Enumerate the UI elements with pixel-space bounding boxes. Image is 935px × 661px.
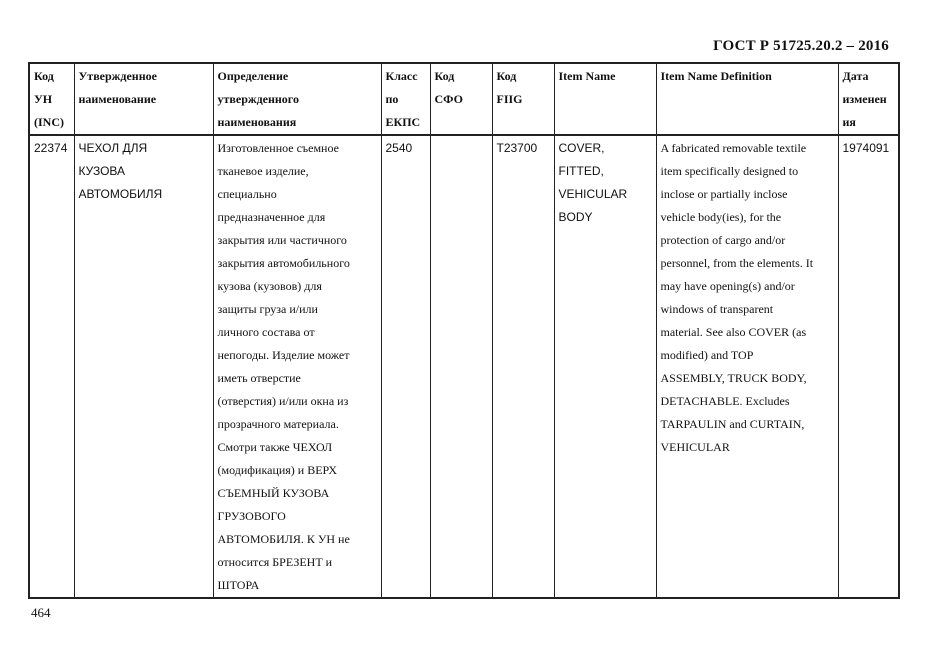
header-approved-name bbox=[74, 63, 213, 135]
cell-item-name-definition bbox=[656, 135, 838, 598]
text-line: личного состава от bbox=[217, 325, 315, 339]
text-line: непогоды. Изделие может bbox=[217, 348, 350, 362]
text-line: item specifically designed to bbox=[660, 164, 799, 178]
page-number: 464 bbox=[31, 605, 51, 620]
cell-definition bbox=[213, 135, 381, 598]
text-line: УН bbox=[34, 92, 53, 106]
text-line: закрытия автомобильного bbox=[217, 256, 350, 270]
cell-code bbox=[29, 135, 74, 598]
text-line: наименование bbox=[78, 92, 157, 106]
text-line: personnel, from the elements. It bbox=[660, 256, 814, 270]
text-line: относится БРЕЗЕНТ и bbox=[217, 555, 333, 569]
text-line: COVER, bbox=[558, 141, 605, 155]
table-row bbox=[29, 135, 899, 598]
text-line: Код bbox=[34, 69, 54, 83]
text-line: 22374 bbox=[34, 141, 68, 155]
text-line: КУЗОВА bbox=[78, 164, 126, 178]
text-line: Item Name bbox=[558, 69, 616, 83]
item-name-table bbox=[28, 62, 900, 599]
text-line: защиты груза и/или bbox=[217, 302, 318, 316]
cell-item-name bbox=[554, 135, 656, 598]
text-line: Код bbox=[496, 69, 517, 83]
text-line: Код bbox=[434, 69, 455, 83]
header-definition bbox=[213, 63, 381, 135]
text-line: T23700 bbox=[496, 141, 538, 155]
text-line: ШТОРА bbox=[217, 578, 260, 592]
text-line: иметь отверстие bbox=[217, 371, 301, 385]
text-line: may have opening(s) and/or bbox=[660, 279, 795, 293]
text-line: BODY bbox=[558, 210, 593, 224]
text-line: СЪЕМНЫЙ КУЗОВА bbox=[217, 486, 330, 500]
text-line: modified) and TOP bbox=[660, 348, 754, 362]
cell-change-date bbox=[838, 135, 899, 598]
text-line: (INC) bbox=[34, 115, 64, 129]
text-line: TARPAULIN and CURTAIN, bbox=[660, 417, 805, 431]
text-line: ЧЕХОЛ ДЛЯ bbox=[78, 141, 148, 155]
text-line: (отверстия) и/или окна из bbox=[217, 394, 349, 408]
text-line: 1974091 bbox=[842, 141, 890, 155]
text-line: Класс bbox=[385, 69, 418, 83]
text-line: Смотри также ЧЕХОЛ bbox=[217, 440, 333, 454]
header-ekps-class bbox=[381, 63, 430, 135]
standard-code-header: ГОСТ Р 51725.20.2 – 2016 bbox=[713, 38, 889, 54]
header-change-date bbox=[838, 63, 899, 135]
text-line: АВТОМОБИЛЯ bbox=[78, 187, 163, 201]
text-line: ASSEMBLY, TRUCK BODY, bbox=[660, 371, 807, 385]
text-line: ГРУЗОВОГО bbox=[217, 509, 286, 523]
text-line: VEHICULAR bbox=[558, 187, 628, 201]
text-line: A fabricated removable textile bbox=[660, 141, 807, 155]
text-line: vehicle body(ies), for the bbox=[660, 210, 782, 224]
text-line: material. See also COVER (as bbox=[660, 325, 807, 339]
text-line: inclose or partially inclose bbox=[660, 187, 788, 201]
text-line: protection of cargo and/or bbox=[660, 233, 786, 247]
text-line: Определение bbox=[217, 69, 289, 83]
table-header-row bbox=[29, 63, 899, 135]
text-line: кузова (кузовов) для bbox=[217, 279, 322, 293]
header-sfo-code bbox=[430, 63, 492, 135]
cell-sfo-code bbox=[430, 135, 492, 598]
text-line: утвержденного bbox=[217, 92, 299, 106]
text-line: закрытия или частичного bbox=[217, 233, 347, 247]
text-line: DETACHABLE. Excludes bbox=[660, 394, 790, 408]
text-line: ЕКПС bbox=[385, 115, 421, 129]
text-line: специально bbox=[217, 187, 277, 201]
text-line: предназначенное для bbox=[217, 210, 326, 224]
header-fiig-code bbox=[492, 63, 554, 135]
text-line: windows of transparent bbox=[660, 302, 774, 316]
text-line: АВТОМОБИЛЯ. К УН не bbox=[217, 532, 350, 546]
header-item-name-definition bbox=[656, 63, 838, 135]
header-item-name bbox=[554, 63, 656, 135]
text-line: VEHICULAR bbox=[660, 440, 730, 454]
header-code bbox=[29, 63, 74, 135]
text-line: (модификация) и ВЕРХ bbox=[217, 463, 338, 477]
text-line: СФО bbox=[434, 92, 463, 106]
text-line: ия bbox=[842, 115, 856, 129]
text-line: по bbox=[385, 92, 399, 106]
cell-ekps-class bbox=[381, 135, 430, 598]
text-line: Изготовленное съемное bbox=[217, 141, 339, 155]
text-line: Дата bbox=[842, 69, 869, 83]
text-line: наименования bbox=[217, 115, 297, 129]
cell-approved-name bbox=[74, 135, 213, 598]
text-line: Item Name Definition bbox=[660, 69, 772, 83]
text-line: FITTED, bbox=[558, 164, 604, 178]
text-line: прозрачного материала. bbox=[217, 417, 339, 431]
cell-fiig-code bbox=[492, 135, 554, 598]
text-line: тканевое изделие, bbox=[217, 164, 309, 178]
text-line: 2540 bbox=[385, 141, 413, 155]
text-line: Утвержденное bbox=[78, 69, 157, 83]
text-line: FIIG bbox=[496, 92, 523, 106]
text-line: изменен bbox=[842, 92, 887, 106]
